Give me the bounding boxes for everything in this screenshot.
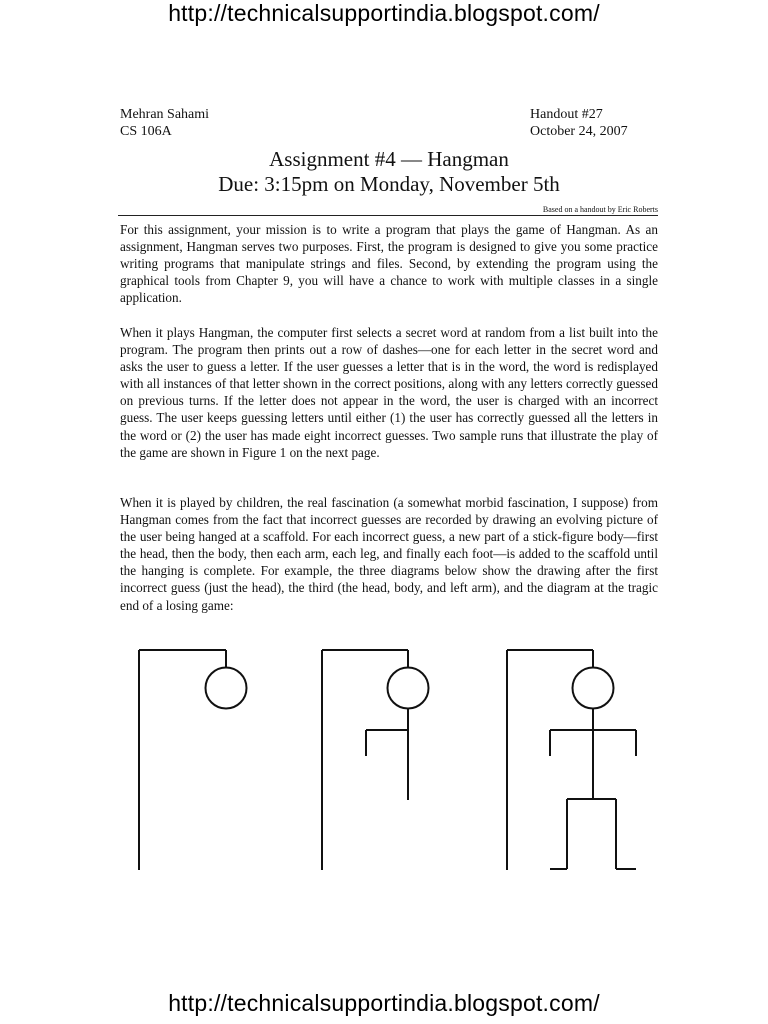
header-left [120, 106, 209, 140]
course-code: CS 106A [120, 124, 172, 139]
handout-number: Handout #27 [530, 107, 603, 122]
assignment-title: Assignment #4 — Hangman [269, 147, 509, 171]
bottom-url-banner[interactable]: http://technicalsupportindia.blogspot.com/ [168, 990, 600, 1016]
stick-figure-head [573, 668, 614, 709]
stick-figure-head [388, 668, 429, 709]
top-url-banner[interactable]: http://technicalsupportindia.blogspot.com/ [168, 0, 600, 26]
hangman-diagrams-svg [0, 640, 768, 880]
stick-figure-head [206, 668, 247, 709]
gameplay-paragraph: When it plays Hangman, the computer first selects a secret word at random from a list built into the program. The program then prints out a row of dashes—one for each letter in the secret word and asks the user to guess a letter. If the user guesses a letter that is in the word, the word is redisplayed with all instances of that letter shown in the correct positions, along with any letters correctly guessed on previous turns. If the letter does not appear in the word, the user is charged with an incorrect guess. The user keeps guessing letters until either (1) the user has correctly guessed all the letters in the word or (2) the user has made eight incorrect guesses. Two sample runs that illustrate the play of the game are shown in Figure 1 on the next page. [120, 325, 658, 460]
hangman-diagrams [0, 640, 768, 880]
credit-note: Based on a handout by Eric Roberts [542, 205, 658, 214]
due-date-title: Due: 3:15pm on Monday, November 5th [218, 172, 560, 196]
title-divider [118, 215, 658, 216]
handout-date: October 24, 2007 [530, 124, 628, 139]
hangman-diagram-complete [507, 650, 636, 870]
header-right [530, 106, 628, 140]
author-name: Mehran Sahami [120, 107, 210, 122]
intro-paragraph: For this assignment, your mission is to write a program that plays the game of Hangman. As an assignment, Hangman serves two purposes. First, the program is designed to give you some practice writing programs that manipulate strings and files. Second, by extending the program using the graphical tools from Chapter 9, you will have a chance to work with multiple classes in a single application. [120, 222, 658, 306]
hangman-diagram-head-body-arm [322, 650, 429, 870]
drawing-paragraph: When it is played by children, the real fascination (a somewhat morbid fascination, I suppose) from Hangman comes from the fact that incorrect guesses are recorded by drawing an evolving picture of the user being hanged at a scaffold. For each incorrect guess, a new part of a stick-figure body—first the head, then the body, then each arm, each leg, and finally each foot—is added to the scaffold until the hanging is complete. For example, the three diagrams below show the drawing after the first incorrect guess (just the head), the third (the head, body, and left arm), and the diagram at the tragic end of a losing game: [120, 495, 658, 613]
hangman-diagram-head-only [139, 650, 247, 870]
